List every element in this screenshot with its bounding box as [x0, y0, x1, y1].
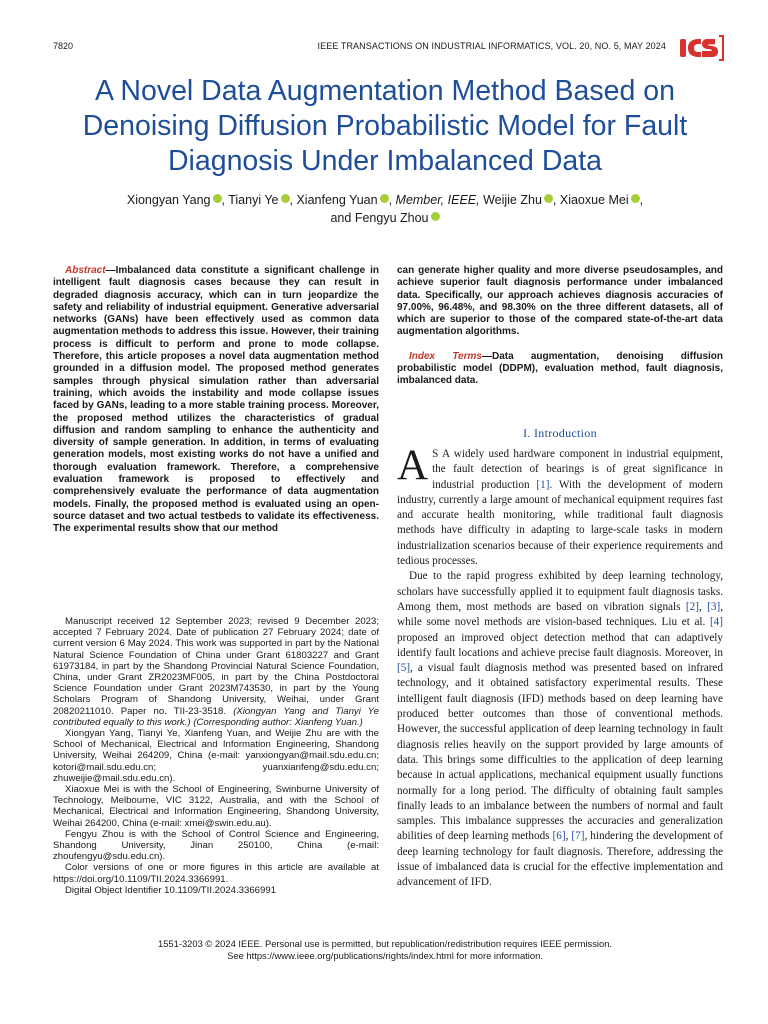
orcid-icon[interactable] [380, 194, 389, 203]
ies-logo [679, 33, 725, 63]
author-name: Tianyi Ye [228, 193, 279, 207]
citation-link[interactable]: [3] [707, 600, 721, 613]
orcid-icon[interactable] [544, 194, 553, 203]
footnote-affiliation: Fengyu Zhou is with the School of Control Science and Engineering, Shandong University, Jinan 250100, China (e-mail: zhoufengyu@sdu.edu.cn). [53, 828, 379, 863]
copyright-line: 1551-3203 © 2024 IEEE. Personal use is permitted, but republication/redistribution requires IEEE permission. [157, 938, 613, 949]
section-heading: I. Introduction [523, 426, 597, 440]
rights-line: See https://www.ieee.org/publications/rights/index.html for more information. [227, 950, 543, 961]
paragraph-text: . With the development of modern industry, currently a large amount of mechanical equipment requires fast and accurate health monitoring, while traditional fault diagnosis methods have difficulty in adapting to large-scale tasks in modern industrialization scenarios because of their experience requirements and tedious processes. [397, 478, 723, 568]
intro-paragraph-1 [397, 442, 723, 569]
index-terms-dash: — [481, 350, 492, 362]
author-name: Xianfeng Yuan [296, 193, 378, 207]
citation-link[interactable]: [6] [552, 830, 566, 843]
page-number: 7820 [53, 41, 74, 51]
abstract-label: Abstract [65, 265, 106, 276]
orcid-icon[interactable] [281, 194, 290, 203]
footnote-color-versions: Color versions of one or more figures in this article are available at https://doi.org/10.1109/TII.2024.3366991. [53, 862, 379, 885]
index-terms [397, 351, 723, 388]
abstract-right [397, 265, 723, 388]
abstract-dash: — [105, 265, 116, 276]
abstract-text-continued: can generate higher quality and more diverse pseudosamples, and achieve superior fault diagnosis performance under imbalanced data. Specifically, our approach achieves diagnosis accuracies of 97.00%, 96.48%, and 98.30% on the three different datasets, all of which are superior to those of the compared state-of-the-art data augmentation algorithms. [397, 265, 723, 338]
journal-header: IEEE TRANSACTIONS ON INDUSTRIAL INFORMATICS, VOL. 20, NO. 5, MAY 2024 [317, 41, 666, 51]
citation-link[interactable]: [5] [397, 662, 411, 675]
footnote-text: Manuscript received 12 September 2023; revised 9 December 2023; accepted 7 February 2024. Date of publication 27 February 2024; date of current version 6 May 2024. This work was supported in part by the National Natural Science Foundation of China under Grant 61803227 and Grant 61973184, in part by the Shandong Provincial Natural Science Foundation, China, under Grant ZR2023MF005, in part by the China Postdoctoral Science Foundation under Grant 2023M743530, in part by the Young Scholars Program of Shandong University, Weihai, under Grant 20820211010. Paper no. TII-23-3518. [53, 616, 379, 717]
paragraph-text: , [698, 600, 708, 613]
ies-logo-icon [679, 33, 725, 63]
footnote-affiliation: Xiongyan Yang, Tianyi Ye, Xianfeng Yuan, and Weijie Zhu are with the School of Mechanical, Electrical and Information Engineering, Shandong University, Weihai 264209, China (e-mail: yanxiongyan@mail.sdu.edu.cn; kotori@mail.sdu.edu.cn; yuanxianfeng@sdu.edu.cn; zhuweijie@mail.sdu.edu.cn). [53, 728, 379, 784]
citation-link[interactable]: [4] [709, 616, 723, 629]
paragraph-text: , while some novel methods are vision-based techniques. Liu et al. [397, 600, 724, 629]
author-list: Xiongyan Yang , Tianyi Ye , Xianfeng Yuan , Member, IEEE, Weijie Zhu , Xiaoxue Mei , and Fengyu Zhou [126, 193, 644, 225]
citation-link[interactable]: [7] [571, 830, 585, 843]
index-terms-label: Index Terms [409, 350, 482, 362]
drop-cap: A [397, 442, 429, 489]
citation-link[interactable]: [1] [536, 478, 550, 491]
paragraph-text: , [565, 830, 572, 843]
index-terms-text: Data augmentation, denoising diffusion probabilistic model (DDPM), evaluation method, fault diagnosis, imbalanced data. [397, 350, 724, 387]
paragraph-text: , a visual fault diagnosis method was presented based on infrared technology, and it obtained satisfactory experimental results. These intelligent fault diagnosis (IFD) methods based on deep learning have produced better outcomes than those of conventional methods. However, the successful application of deep learning technology in fault diagnosis relies heavily on the support provided by large amounts of data. This brings some difficulties to the application of deep learning because in actual applications, mechanical equipment usually functions normally for a long period. The difficulty of obtaining fault samples finally leads to an imbalance between the numbers of normal and fault samples. This imbalance suppresses the accuracies and generalization abilities of deep learning methods [397, 662, 723, 843]
abstract-left [53, 265, 379, 536]
author-name: Xiongyan Yang [126, 193, 211, 207]
author-name: Weijie Zhu [483, 193, 542, 207]
footnote-manuscript [53, 616, 379, 728]
orcid-icon[interactable] [213, 194, 222, 203]
paragraph-text: S A widely used hardware component in industrial equipment, the fault detection of bearings is of great significance in industrial production [432, 448, 723, 491]
footnote-affiliation: Xiaoxue Mei is with the School of Engineering, Swinburne University of Technology, Melbourne, VIC 3122, Australia, and with the School of Mechanical, Electrical and Information Engineering, Shandong University, Weihai 264200, China (e-mail: xmei@swin.edu.au). [53, 784, 379, 829]
paragraph-text: , hindering the development of deep learning technology for fault diagnosis. Therefore, addressing the issue of imbalanced data is crucial for the effective implementation and advancement of IFD. [397, 830, 724, 889]
introduction-body [397, 442, 724, 891]
intro-paragraph-2 [397, 569, 723, 890]
footnote-doi: Digital Object Identifier 10.1109/TII.2024.3366991 [65, 884, 277, 896]
paragraph-text: Due to the rapid progress exhibited by deep learning technology, scholars have successfully applied it to equipment fault diagnosis tasks. Among them, most methods are based on vibration signals [397, 570, 723, 613]
orcid-icon[interactable] [431, 212, 440, 221]
footnotes [53, 616, 379, 896]
author-role: Member, IEEE, [395, 193, 480, 207]
author-conjunction: and [330, 211, 352, 225]
author-name: Fengyu Zhou [354, 211, 429, 225]
orcid-icon[interactable] [631, 194, 640, 203]
author-name: Xiaoxue Mei [559, 193, 629, 207]
paper-title: A Novel Data Augmentation Method Based on Denoising Diffusion Probabilistic Model for Fault Diagnosis Under Imbalanced Data [82, 75, 688, 177]
citation-link[interactable]: [2] [685, 600, 699, 613]
copyright-footer [40, 938, 730, 962]
footnote-italic: (Xiongyan Yang and Tianyi Ye contributed equally to this work.) (Corresponding author: Xianfeng Yuan.) [53, 705, 379, 728]
paragraph-text: proposed an improved object detection method that can adaptively identify fault locations and achieve precise fault diagnosis. Moreover, in [397, 631, 723, 659]
abstract-text: Imbalanced data constitute a significant challenge in intelligent fault diagnosis cases because they can result in degraded diagnosis accuracy, which can in turn jeopardize the safety and reliability of industrial equipment. Generative adversarial networks (GANs) have been effectively used as common data augmentation methods to address this issue. However, their training process is difficult to perform and prone to mode collapse. Therefore, this article proposes a novel data augmentation method grounded in a diffusion model. The proposed method generates samples through physical simulation rather than adversarial training, which avoids the instability and mode collapse issues faced by GANs, leading to a more stable training process. Moreover, the proposed method utilizes the characteristics of gradual diffusion and random sampling to enhance the authenticity and diversity of sample generation. In addition, in terms of evaluating generation models, most existing works do not have a unified and thorough evaluation framework. Therefore, a comprehensive evaluation framework is proposed to effectively and comprehensively evaluate the performance of data augmentation models. Finally, the proposed method is evaluated using an open-source dataset and two actual testbeds to validate its effectiveness. The experimental results show that our method [53, 265, 379, 535]
